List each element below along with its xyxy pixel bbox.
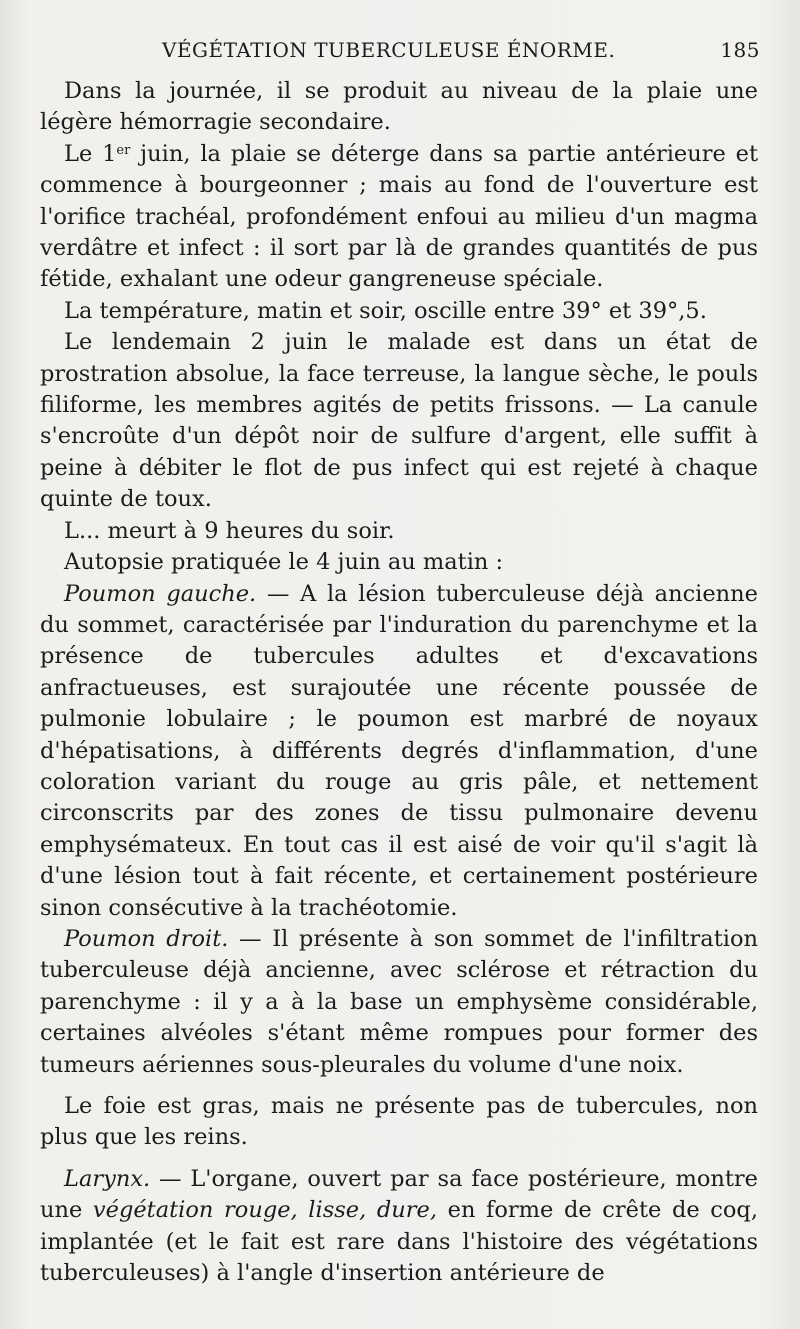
running-head: VÉGÉTATION TUBERCULEUSE ÉNORME. [162,38,616,62]
section-heading-italic: Larynx. [64,1165,151,1192]
paragraph-text-continued: en forme de crête de coq, implantée (et le fait est rare dans l'histoire des végétations tuberculeuses) à l'angle d'insertion antérieure de [40,1197,758,1287]
emphasis-italic: végétation rouge, lisse, dure, [92,1197,437,1224]
paragraph [40,76,758,139]
paragraph [40,139,758,296]
paragraph [40,1164,758,1290]
paragraph-text: — Il présente à son sommet de l'infiltration tuberculeuse déjà ancienne, avec sclérose et rétraction du parenchyme : il y a à la base un emphysème considérable, certaines alvéoles s'étant même rompues pour former des tumeurs aériennes sous-pleurales du volume d'une noix. [40,925,758,1078]
paragraph [40,327,758,515]
section-heading-italic: Poumon droit. [64,925,229,952]
paragraph-text: Autopsie pratiquée le 4 juin au matin : [64,549,504,576]
paragraph [40,1091,758,1154]
paragraph-text: juin, la plaie se déterge dans sa partie antérieure et commence à bourgeonner ; mais au fond de l'ouverture est l'orifice trachéal, profondément enfoui au milieu d'un magma verdâtre et infect : il sort par là de grandes quantités de pus fétide, exhalant une odeur gangreneuse spéciale. [40,140,758,293]
section-heading-italic: Poumon gauche. [64,580,257,607]
paragraph-text: Le lendemain 2 juin le malade est dans un état de prostration absolue, la face terreuse, la langue sèche, le pouls filiforme, les membres agités de petits frissons. — La canule s'encroûte d'un dépôt noir de sulfure d'argent, elle suffit à peine à débiter le flot de pus infect qui est rejeté à chaque quinte de toux. [40,329,758,513]
paragraph-lead: Le 1 [64,140,117,167]
paragraph [40,516,758,547]
ordinal-superscript: er [116,142,131,158]
paragraph-text: L... meurt à 9 heures du soir. [64,517,395,544]
paragraph-text: Dans la journée, il se produit au niveau de la plaie une légère hémorragie secondaire. [40,78,758,136]
paragraph [40,579,758,924]
paragraph [40,296,758,327]
paragraph [40,924,758,1081]
page-body [40,76,758,1289]
paragraph-text: — L'organe, ouvert par sa face postérieure, montre une [40,1165,758,1224]
paragraph [40,547,758,578]
page-header [0,38,800,68]
paragraph-text: Le foie est gras, mais ne présente pas de tubercules, non plus que les reins. [40,1093,758,1151]
paragraph-text: La température, matin et soir, oscille entre 39° et 39°,5. [64,297,707,324]
page-number: 185 [720,38,760,62]
paragraph-text: — A la lésion tuberculeuse déjà ancienne du sommet, caractérisée par l'induration du parenchyme et la présence de tubercules adultes et d'excavations anfractueuses, est surajoutée une récente poussée de pulmonie lobulaire ; le poumon est marbré de noyaux d'hépatisations, à différents degrés d'inflammation, d'une coloration variant du rouge au gris pâle, et nettement circonscrits par des zones de tissu pulmonaire devenu emphysémateux. En tout cas il est aisé de voir qu'il s'agit là d'une lésion tout à fait récente, et certainement postérieure sinon consécutive à la trachéotomie. [40,580,758,921]
